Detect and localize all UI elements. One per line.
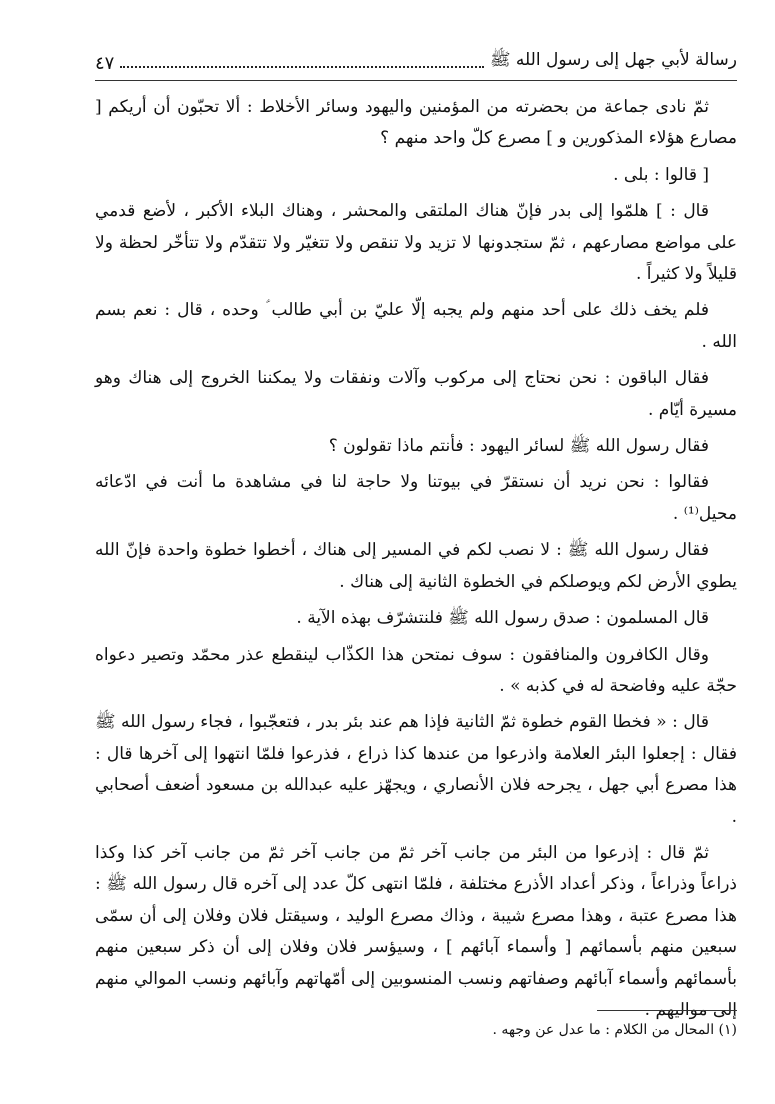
header-dot-leader [120, 65, 484, 68]
paragraph: وقال الكافرون والمنافقون : سوف نمتحن هذا الكذّاب لينقطع عذر محمّد وتصير دعواه حجّة عليه وفاضحة له في كذبه » . [95, 644, 737, 696]
footnote: (١) المحال من الكلام : ما عدل عن وجهه . [492, 1022, 737, 1038]
paragraph: فقال رسول الله ﷺ لسائر اليهود : فأنتم ماذا تقولون ؟ [328, 436, 709, 457]
paragraph: ثمّ نادى جماعة من بحضرته من المؤمنين واليهود وسائر الأخلاط : ألا تحبّون أن أريكم [ مصارع هؤلاء المذكورين و ] مصرع كلّ واحد منهم ؟ [95, 97, 737, 149]
paragraph: فقالوا : نحن نريد أن نستقرّ في بيوتنا ولا حاجة لنا في مشاهدة ما أنت في ادّعائه محيل⁽¹⁾ . [95, 472, 737, 524]
running-header [95, 40, 737, 74]
paragraph: قال المسلمون : صدق رسول الله ﷺ فلنتشرّف بهذه الآية . [296, 608, 709, 629]
footnote-divider [597, 1010, 737, 1011]
header-title: رسالة لأبي جهل إلى رسول الله ﷺ [489, 50, 737, 70]
paragraph: ثمّ قال : إذرعوا من البئر من جانب آخر ثمّ من جانب آخر ثمّ من جانب آخر كذا وكذا ذراعاً وذراعاً ، وذكر أعداد الأذرع مختلفة ، فلمّا انتهى كلّ عدد إلى آخره قال رسول الله ﷺ : هذا مصرع عتبة ، وهذا مصرع شيبة ، وذاك مصرع الوليد ، وسيقتل فلان وفلان إلى أن سمّى سبعين منهم بأسمائهم [ وأسماء آبائهم ] ، وسيؤسر فلان وفلان إلى أن ذكر سبعين منهم بأسمائهم وأسماء آبائهم وصفاتهم ونسب المنسوبين إلى أمّهاتهم وآبائهم ونسب الموالي منهم إلى مواليهم . [95, 842, 737, 1020]
paragraph: قال : ] هلمّوا إلى بدر فإنّ هناك الملتقى والمحشر ، وهناك البلاء الأكبر ، لأضع قدمي على مواضع مصارعهم ، ثمّ ستجدونها لا تزيد ولا تنقص ولا تتغيّر ولا تتقدّم ولا تتأخّر لحظة ولا قليلاً ولا كثيراً . [95, 201, 737, 285]
paragraph: قال : « فخطا القوم خطوة ثمّ الثانية فإذا هم عند بئر بدر ، فتعجّبوا ، فجاء رسول الله ﷺ فقال : إجعلوا البئر العلامة واذرعوا من عندها كذا ذراع ، فذرعوا فلمّا انتهوا إلى آخرها قال : هذا مصرع أبي جهل ، يجرحه فلان الأنصاري ، ويجهّز عليه عبدالله بن مسعود أضعف أصحابي . [95, 712, 737, 827]
paragraph: [ قالوا : بلى . [613, 164, 709, 185]
paragraph: فقال الباقون : نحن نحتاج إلى مركوب وآلات ونفقات ولا يمكننا الخروج إلى هناك وهو مسيرة أيّام . [95, 368, 737, 420]
paragraph: فلم يخف ذلك على أحد منهم ولم يجبه إلّا عليّ بن أبي طالب ؑ وحده ، قال : نعم بسم الله . [95, 300, 737, 352]
page-number: ٤٧ [95, 53, 115, 74]
paragraph: فقال رسول الله ﷺ : لا نصب لكم في المسير إلى هناك ، أخطوا خطوة واحدة فإنّ الله يطوي الأرض لكم ويوصلكم في الخطوة الثانية إلى هناك . [95, 540, 737, 592]
main-text [95, 92, 737, 1031]
header-divider [95, 80, 737, 81]
